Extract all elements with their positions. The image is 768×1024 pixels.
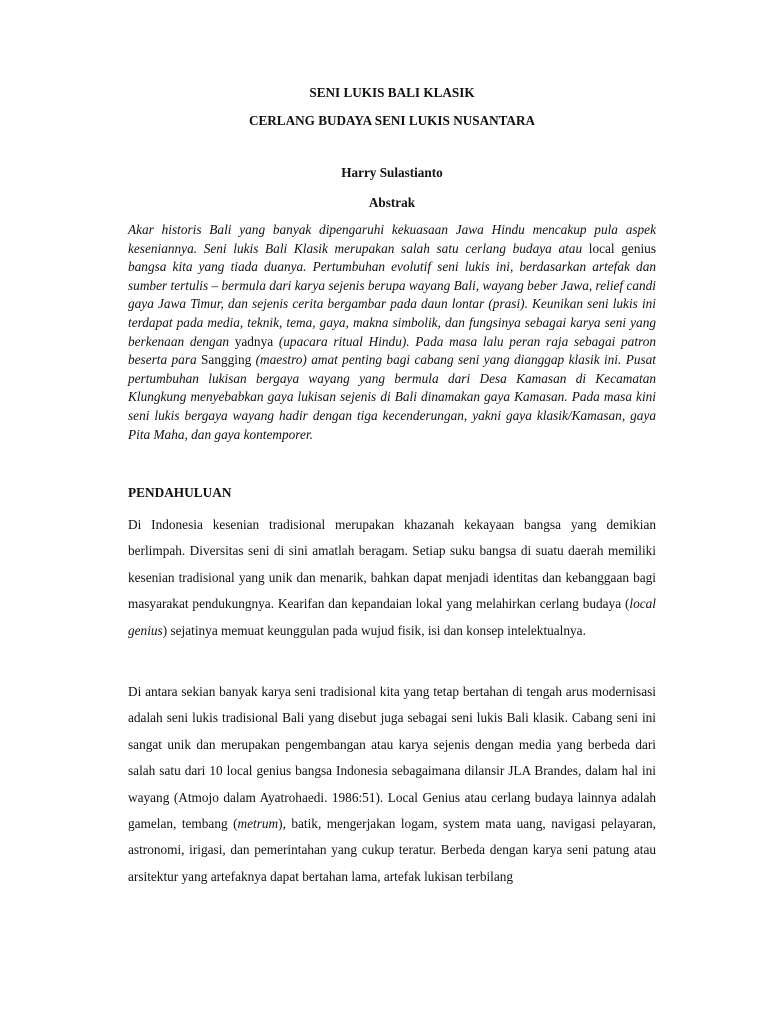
abstract-segment: bangsa kita yang tiada duanya. Pertumbuhan evolutif seni lukis ini, berdasarkan artefak dan sumber tertulis – bermula dari karya sejenis berupa wayang Bali, wayang beber Jawa, relief candi gaya Jawa Timur, dan sejenis cerita bergambar pada daun lontar (prasi). Keunikan seni lukis ini terdapat pada media, teknik, tema, gaya, makna simbolik, dan fungsinya sebagai karya seni yang berkenaan dengan: [128, 259, 656, 349]
abstract-segment: local genius: [588, 240, 656, 256]
author-name: Harry Sulastianto: [341, 165, 443, 180]
abstract-segment: (upacara ritual Hindu). Pada masa lalu peran raja sebagai patron beserta para: [128, 333, 656, 368]
paragraph-segment: metrum: [237, 816, 279, 832]
abstract-heading: Abstrak: [368, 195, 416, 210]
paragraph-segment: Di Indonesia kesenian tradisional merupakan khazanah kekayaan bangsa yang demikian berlimpah. Diversitas seni di sini amatlah beragam. Setiap suku bangsa di suatu daerah memiliki kesenian tradisional yang unik dan menarik, bahkan dapat menjadi identitas dan kebanggaan bagi masyarakat pendukungnya. Kearifan dan kepandaian lokal yang melahirkan cerlang budaya (: [128, 517, 656, 612]
abstract-text: [128, 221, 656, 444]
paragraph-segment: local genius: [128, 596, 656, 638]
abstract-segment: Akar historis Bali yang banyak dipengaruhi kekuasaan Jawa Hindu mencakup pula aspek keseniannya. Seni lukis Bali Klasik merupakan salah satu cerlang budaya atau: [128, 222, 656, 256]
abstract-segment: yadnya: [234, 333, 274, 349]
body-paragraph-2: [128, 679, 656, 890]
abstract-segment: Sangging: [201, 352, 252, 368]
document-title: SENI LUKIS BALI KLASIK: [309, 85, 475, 100]
document-subtitle: CERLANG BUDAYA SENI LUKIS NUSANTARA: [248, 113, 536, 128]
abstract-segment: (maestro) amat penting bagi cabang seni yang dianggap klasik ini. Pusat pertumbuhan lukisan bergaya wayang yang bermula dari Desa Kamasan di Kecamatan Klungkung menyebabkan gaya lukisan sejenis di Bali dinamakan gaya Kamasan. Pada masa kini seni lukis bergaya wayang hadir dengan tiga kecenderungan, yakni gaya klasik/Kamasan, gaya Pita Maha, dan gaya kontemporer.: [128, 352, 656, 442]
section-heading: PENDAHULUAN: [128, 485, 232, 500]
paragraph-segment: ) sejatinya memuat keunggulan pada wujud fisik, isi dan konsep intelektualnya.: [162, 622, 586, 638]
body-paragraph-1: [128, 512, 656, 644]
paragraph-segment: ), batik, mengerjakan logam, system mata uang, navigasi pelayaran, astronomi, irigasi, dan pemerintahan yang cukup teratur. Berbeda dengan karya seni patung atau arsitektur yang artefaknya dapat bertahan lama, artefak lukisan terbilang: [128, 816, 656, 884]
paragraph-segment: Di antara sekian banyak karya seni tradisional kita yang tetap bertahan di tengah arus modernisasi adalah seni lukis tradisional Bali yang disebut juga sebagai seni lukis Bali klasik. Cabang seni ini sangat unik dan merupakan pengembangan atau karya sejenis dengan media yang berbeda dari salah satu dari 10 local genius bangsa Indonesia sebagaimana dilansir JLA Brandes, dalam hal ini wayang (Atmojo dalam Ayatrohaedi. 1986:51). Local Genius atau cerlang budaya lainnya adalah gamelan, tembang (: [128, 684, 656, 832]
